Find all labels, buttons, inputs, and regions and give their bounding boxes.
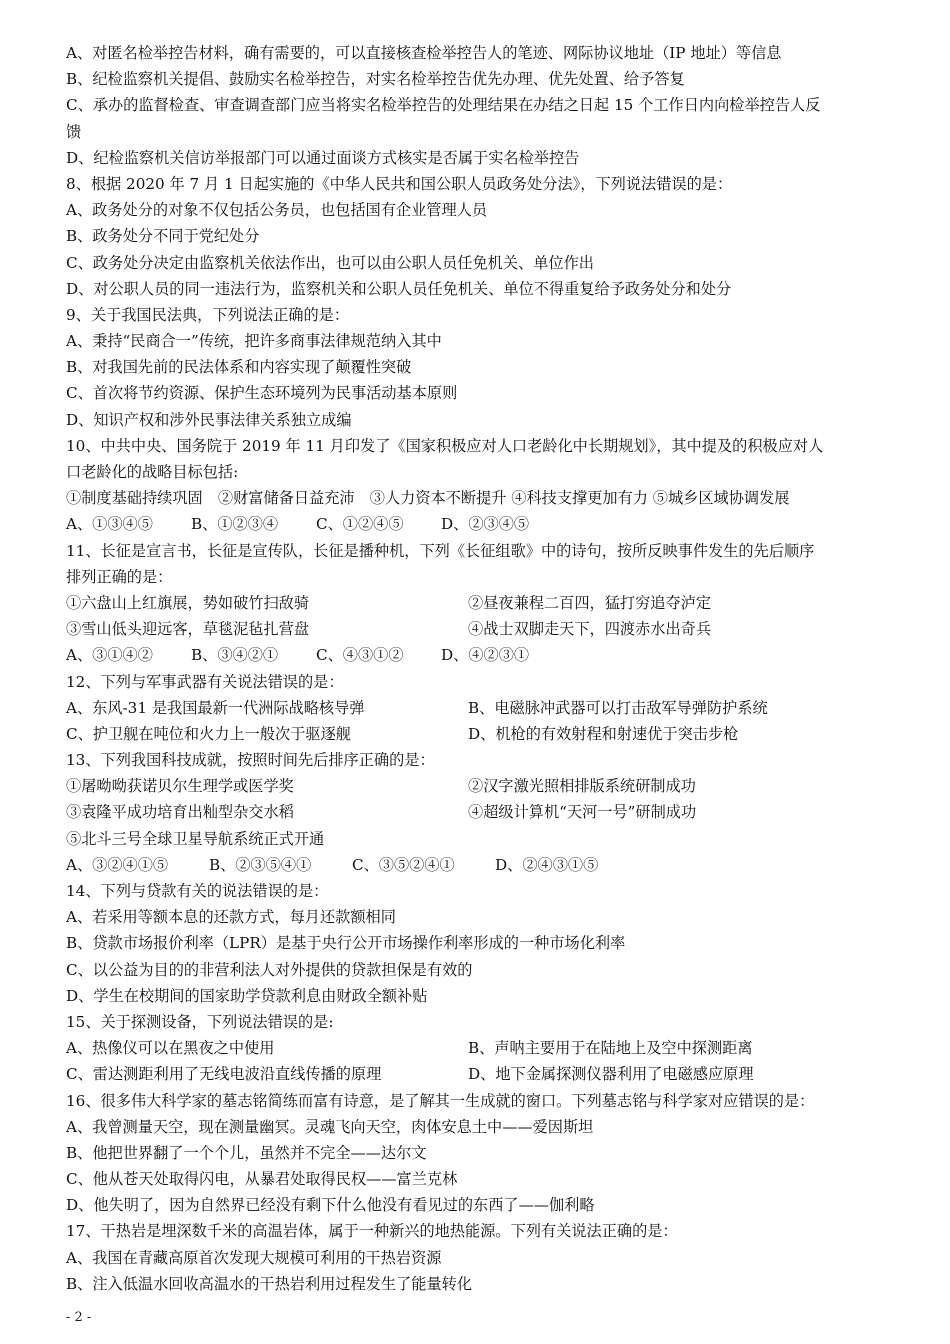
text-line: B、注入低温水回收高温水的干热岩利用过程发生了能量转化 xyxy=(66,1274,473,1293)
item: ②汉字激光照相排版系统研制成功 xyxy=(468,777,696,796)
option: D、④②③① xyxy=(441,646,530,665)
option: B、声呐主要用于在陆地上及空中探测距离 xyxy=(468,1039,753,1058)
option: C、护卫舰在吨位和火力上一般次于驱逐舰 xyxy=(66,724,351,743)
item-row xyxy=(66,1061,896,1087)
option: D、地下金属探测仪器利用了电磁感应原理 xyxy=(468,1065,754,1084)
text-line: C、他从苍天处取得闪电，从暴君处取得民权——富兰克林 xyxy=(66,1170,458,1189)
text-line: D、他失明了，因为自然界已经没有剩下什么他没有看见过的东西了——伽利略 xyxy=(66,1196,595,1215)
text-line: C、首次将节约资源、保护生态环境列为民事活动基本原则 xyxy=(66,384,458,403)
option: B、①②③④ xyxy=(191,515,279,534)
item-row xyxy=(66,721,896,747)
question-17-stem: 17、干热岩是埋深数千米的高温岩体，属于一种新兴的地热能源。下列有关说法正确的是： xyxy=(66,1222,678,1241)
item-row xyxy=(66,799,896,825)
option: C、④③①② xyxy=(316,646,404,665)
text-line: B、对我国先前的民法体系和内容实现了颠覆性突破 xyxy=(66,358,412,377)
text-line: B、纪检监察机关提倡、鼓励实名检举控告，对实名检举控告优先办理、优先处置、给予答复 xyxy=(66,70,685,89)
question-13-options xyxy=(66,852,896,878)
text-line: D、纪检监察机关信访举报部门可以通过面谈方式核实是否属于实名检举控告 xyxy=(66,148,580,167)
option: A、③①④② xyxy=(66,646,153,665)
question-15-stem: 15、关于探测设备，下列说法错误的是: xyxy=(66,1012,334,1031)
option: D、②④③①⑤ xyxy=(495,855,599,874)
text-line: B、政务处分不同于党纪处分 xyxy=(66,227,260,246)
text-line: C、以公益为目的的非营利法人对外提供的贷款担保是有效的 xyxy=(66,960,473,979)
question-8-stem: 8、根据 2020 年 7 月 1 日起实施的《中华人民共和国公职人员政务处分法》，下列说法错误的是： xyxy=(66,174,733,193)
text-line: A、我曾测量天空，现在测量幽冥。灵魂飞向天空，肉体安息土中——爱因斯坦 xyxy=(66,1117,594,1136)
item-row xyxy=(66,1035,896,1061)
option: A、东风-31 是我国最新一代洲际战略核导弹 xyxy=(66,698,365,717)
option: D、②③④⑤ xyxy=(441,515,530,534)
question-14-stem: 14、下列与贷款有关的说法错误的是： xyxy=(66,882,329,900)
item-row xyxy=(66,590,896,616)
question-11-options xyxy=(66,642,896,668)
text-line: A、若采用等额本息的还款方式，每月还款额相同 xyxy=(66,908,396,927)
option: A、热像仪可以在黑夜之中使用 xyxy=(66,1039,275,1058)
question-16-stem: 16、很多伟大科学家的墓志铭简练而富有诗意，是了解其一生成就的窗口。下列墓志铭与科学家对应错误的是： xyxy=(66,1091,815,1110)
option: C、雷达测距利用了无线电波沿直线传播的原理 xyxy=(66,1065,382,1084)
text-line: 排列正确的是： xyxy=(66,567,173,586)
text-line: D、知识产权和涉外民事法律关系独立成编 xyxy=(66,410,352,429)
text-line: A、政务处分的对象不仅包括公务员，也包括国有企业管理人员 xyxy=(66,201,488,220)
item: ④战士双脚走天下，四渡赤水出奇兵 xyxy=(468,620,711,639)
item: ⑤北斗三号全球卫星导航系统正式开通 xyxy=(66,829,325,848)
question-11-stem: 11、长征是宣言书，长征是宣传队，长征是播种机，下列《长征组歌》中的诗句，按所反映事件发生的先后顺序 xyxy=(66,541,815,560)
item: ③雪山低头迎远客，草毯泥毡扎营盘 xyxy=(66,620,309,639)
option: D、机枪的有效射程和射速优于突击步枪 xyxy=(468,724,739,743)
text-line: D、对公职人员的同一违法行为，监察机关和公职人员任免机关、单位不得重复给予政务处分和处分 xyxy=(66,279,732,298)
text-line: A、对匿名检举控告材料，确有需要的，可以直接核查检举控告人的笔迹、网际协议地址（IP 地址）等信息 xyxy=(66,44,782,62)
item: ③袁隆平成功培育出籼型杂交水稻 xyxy=(66,803,294,822)
question-9-stem: 9、关于我国民法典，下列说法正确的是： xyxy=(66,305,350,324)
question-12-stem: 12、下列与军事武器有关说法错误的是： xyxy=(66,672,344,691)
question-13-stem: 13、下列我国科技成就，按照时间先后排序正确的是： xyxy=(66,751,435,770)
exam-page xyxy=(66,40,896,1297)
page-number: - 2 - xyxy=(66,1310,92,1325)
option: A、③②④①⑤ xyxy=(66,855,169,874)
text-line: ①制度基础持续巩固 ②财富储备日益充沛 ③人力资本不断提升 ④科技支撑更加有力 ⑤城乡区域协调发展 xyxy=(66,489,790,508)
item: ①六盘山上红旗展，势如破竹扫敌骑 xyxy=(66,593,309,612)
item-row xyxy=(66,695,896,721)
item-row xyxy=(66,616,896,642)
text-line: B、贷款市场报价利率（LPR）是基于央行公开市场操作利率形成的一种市场化利率 xyxy=(66,934,626,953)
option: B、③④②① xyxy=(191,646,279,665)
text-line: C、承办的监督检查、审查调查部门应当将实名检举控告的处理结果在办结之日起 15 个工作日内向检举控告人反 xyxy=(66,96,821,115)
text-line: B、他把世界翻了一个个儿，虽然并不完全——达尔文 xyxy=(66,1143,427,1162)
text-line: D、学生在校期间的国家助学贷款利息由财政全额补贴 xyxy=(66,986,428,1005)
text-line: 馈 xyxy=(66,122,82,141)
option: C、③⑤②④① xyxy=(352,855,455,874)
question-10-stem: 10、中共中央、国务院于 2019 年 11 月印发了《国家积极应对人口老龄化中长期规划》，其中提及的积极应对人 xyxy=(66,436,824,455)
option: B、②③⑤④① xyxy=(209,855,312,874)
option: A、①③④⑤ xyxy=(66,515,153,534)
item: ④超级计算机“天河一号”研制成功 xyxy=(468,803,697,822)
item: ①屠呦呦获诺贝尔生理学或医学奖 xyxy=(66,777,294,796)
option: C、①②④⑤ xyxy=(316,515,404,534)
text-line: A、我国在青藏高原首次发现大规模可利用的干热岩资源 xyxy=(66,1248,442,1267)
item: ②昼夜兼程二百四，猛打穷追夺泸定 xyxy=(468,593,711,612)
text-line: A、秉持“民商合一”传统，把许多商事法律规范纳入其中 xyxy=(66,332,442,351)
item-row xyxy=(66,773,896,799)
text-line: C、政务处分决定由监察机关依法作出，也可以由公职人员任免机关、单位作出 xyxy=(66,253,594,272)
text-line: 口老龄化的战略目标包括: xyxy=(66,463,239,481)
question-10-options xyxy=(66,511,896,537)
option: B、电磁脉冲武器可以打击敌军导弹防护系统 xyxy=(468,698,768,717)
